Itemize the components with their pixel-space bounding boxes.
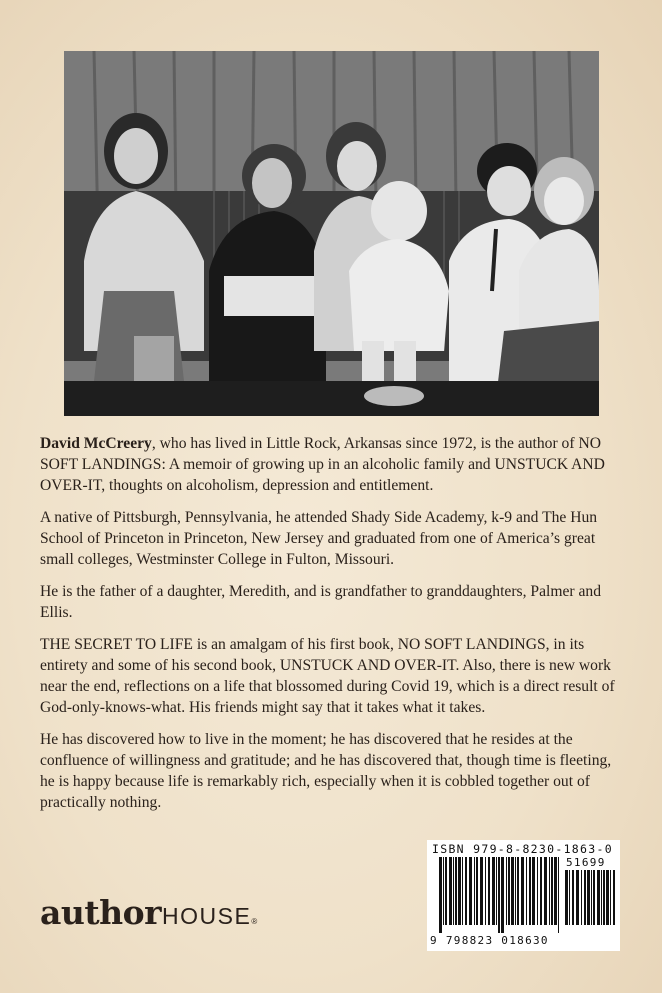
barcode-bar — [551, 857, 553, 925]
barcode-bar — [465, 857, 467, 925]
barcode-bar — [603, 870, 605, 925]
author-family-photo — [64, 51, 599, 416]
barcode-bar — [532, 857, 535, 925]
barcode-bar — [508, 857, 510, 925]
barcode-bar — [610, 870, 611, 925]
barcode-bar — [549, 857, 550, 925]
author-bio — [40, 433, 624, 824]
barcode-bar — [526, 857, 527, 925]
barcode-bar — [521, 857, 524, 925]
bio-paragraph-1-text: , who has lived in Little Rock, Arkansas since 1972, is the author of NO SOFT LANDINGS: A memoir of growing up in an alcoholic family and UNSTUCK AND OVER-IT, thoughts on alcoholism, depression and entitlement. — [40, 435, 605, 494]
barcode-bar — [492, 857, 495, 925]
author-name: David McCreery — [40, 435, 152, 452]
barcode-bar — [455, 857, 457, 925]
ean-bars — [439, 857, 559, 933]
barcode-bar — [439, 857, 442, 933]
barcode-bar — [476, 857, 478, 925]
barcode-bar — [511, 857, 514, 925]
barcode-bar — [584, 870, 586, 925]
registered-mark: ® — [251, 917, 258, 926]
barcode-bar — [498, 857, 500, 933]
price-code: 51699 — [566, 856, 606, 869]
barcode-bar — [537, 857, 538, 925]
bio-paragraph-4: THE SECRET TO LIFE is an amalgam of his first book, NO SOFT LANDINGS, in its entirety and some of his second book, UNSTUCK AND OVER-IT. Also, there is new work near the end, reflections on a life that blossomed during Covid 19, which is a direct result of God-only-knows-what. His friends might say that it takes what it takes. — [40, 636, 615, 716]
barcode-bar — [474, 857, 475, 925]
barcode-bar — [593, 870, 595, 925]
barcode-bar — [501, 857, 504, 933]
barcode-bar — [558, 857, 559, 933]
barcode-bar — [458, 857, 461, 925]
barcode-bar — [544, 857, 547, 925]
barcode-bar — [480, 857, 483, 925]
barcode-bar — [606, 870, 609, 925]
barcode-bar — [554, 857, 557, 925]
barcode-bar — [597, 870, 600, 925]
barcode-bar — [462, 857, 463, 925]
bio-paragraph-3: He is the father of a daughter, Meredith, and is grandfather to granddaughters, Palmer and Ellis. — [40, 583, 601, 621]
bio-paragraph-1 — [40, 433, 624, 496]
barcode-bar — [529, 857, 531, 925]
barcode-bar — [515, 857, 516, 925]
publisher-logo-author: author — [40, 893, 162, 932]
barcode-bar — [613, 870, 615, 925]
barcode-bar — [591, 870, 592, 925]
barcode-bar — [601, 870, 602, 925]
isbn-number: ISBN 979-8-8230-1863-0 — [432, 842, 613, 856]
barcode-bar — [576, 870, 579, 925]
barcode-bar — [449, 857, 452, 925]
bio-paragraph-2: A native of Pittsburgh, Pennsylvania, he attended Shady Side Academy, k-9 and The Hun School of Princeton in Princeton, New Jersey and graduated from one of America’s great small colleges, Westminster College in Fulton, Missouri. — [40, 509, 598, 568]
barcode-bar — [445, 857, 447, 925]
barcode-bar — [569, 870, 570, 925]
isbn-barcode — [427, 840, 620, 951]
barcode-bar — [469, 857, 472, 925]
barcode-bar — [540, 857, 542, 925]
barcode-bar — [496, 857, 497, 925]
ean-number: 9 798823 018630 — [430, 934, 549, 947]
barcode-bar — [506, 857, 507, 925]
barcode-bar — [485, 857, 486, 925]
barcode-bar — [453, 857, 454, 925]
publisher-logo-house: HOUSE — [162, 903, 252, 929]
publisher-logo — [40, 893, 257, 933]
barcode-bar — [443, 857, 444, 925]
barcode-bar — [581, 870, 582, 925]
addon-bars — [565, 870, 615, 933]
barcode-bar — [488, 857, 490, 925]
barcode-bar — [517, 857, 519, 925]
barcode-bar — [587, 870, 590, 925]
bio-paragraph-5: He has discovered how to live in the moment; he has discovered that he resides at the confluence of willingness and gratitude; and he has discovered that, though time is fleeting, he is happy because life is remarkably rich, especially when it is cobbled together out of practically nothing. — [40, 731, 612, 811]
barcode-bar — [565, 870, 568, 925]
barcode-bar — [572, 870, 574, 925]
family-photo-illustration — [64, 51, 599, 416]
